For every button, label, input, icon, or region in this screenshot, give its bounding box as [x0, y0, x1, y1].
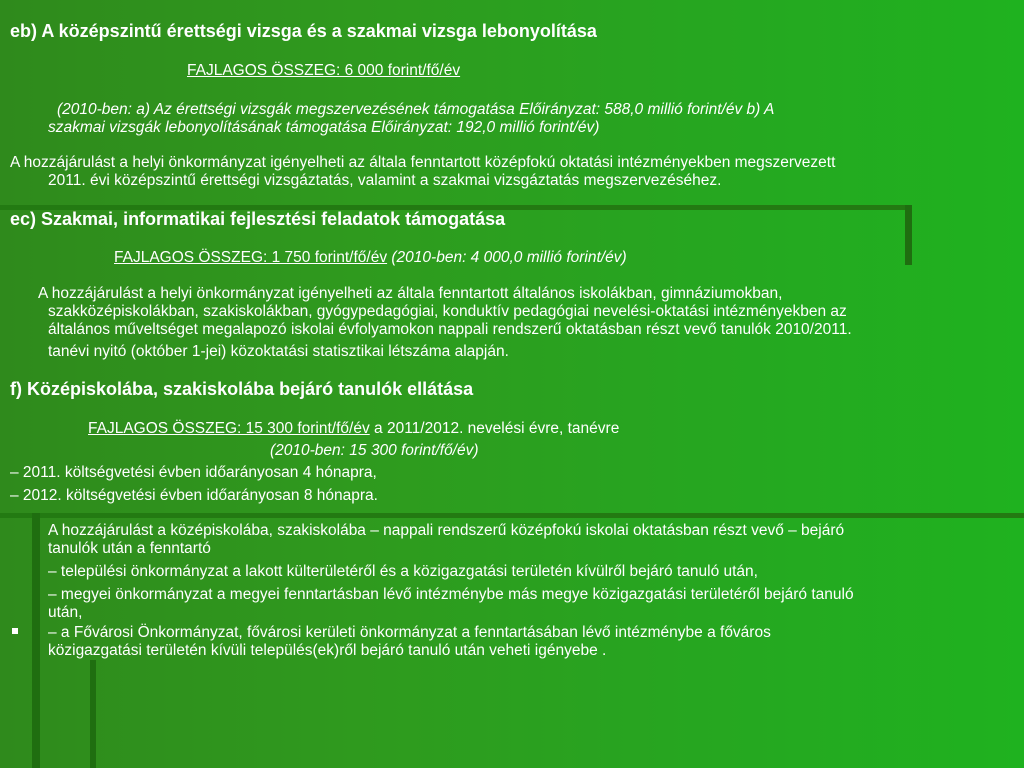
item-telepulesi: – települési önkormányzat a lakott külterületéről és a közigazgatási területén kívülről bejáró tanuló után, [48, 563, 758, 580]
amount-f: FAJLAGOS ÖSSZEG: 15 300 forint/fő/év [88, 420, 370, 437]
amount-f-row [88, 420, 619, 438]
heading-f: f) Középiskolába, szakiskolába bejáró tanulók ellátása [10, 379, 474, 399]
amount-ec-note: (2010-ben: 4 000,0 millió forint/év) [387, 249, 627, 266]
body-ec-line3: általános műveltséget megalapozó iskolai évfolyamokon nappali rendszerű oktatásban részt vevő tanulók 2010/2011. [48, 321, 852, 338]
amount-f-note: (2010-ben: 15 300 forint/fő/év) [270, 442, 479, 459]
period-2011: – 2011. költségvetési évben időarányosan 4 hónapra, [10, 464, 377, 481]
body-ec-line2: szakközépiskolákban, szakiskolákban, gyógypedagógiai, konduktív pedagógiai nevelési-oktatási intézményekben az [48, 303, 847, 320]
amount-ec: FAJLAGOS ÖSSZEG: 1 750 forint/fő/év [114, 249, 388, 266]
item-fovarosi-line2: közigazgatási területén kívüli település(ek)ről bejáró tanuló után veheti igényebe . [48, 642, 607, 659]
item-megyei-line1: – megyei önkormányzat a megyei fenntartásban lévő intézménybe más megye közigazgatási területéről bejáró tanuló [48, 586, 854, 603]
body-ec-line1: A hozzájárulást a helyi önkormányzat igényelheti az általa fenntartott általános iskolákban, gimnáziumokban, [38, 285, 783, 302]
square-bullet-icon [12, 628, 18, 634]
heading-eb: eb) A középszintű érettségi vizsga és a szakmai vizsga lebonyolítása [10, 21, 597, 41]
amount-eb: FAJLAGOS ÖSSZEG: 6 000 forint/fő/év [187, 62, 461, 79]
note-eb-line1: (2010-ben: a) Az érettségi vizsgák megszervezésének támogatása Előirányzat: 588,0 millió forint/év b) A [57, 101, 775, 118]
body-ec-line4: tanévi nyitó (október 1-jei) közoktatási statisztikai létszáma alapján. [48, 343, 509, 360]
amount-f-suffix: a 2011/2012. nevelési évre, tanévre [369, 420, 620, 437]
item-megyei-line2: után, [48, 604, 83, 621]
body-eb-line2: 2011. évi középszintű érettségi vizsgáztatás, valamint a szakmai vizsgáztatás megszervezéséhez. [48, 172, 722, 189]
period-2012: – 2012. költségvetési évben időarányosan 8 hónapra. [10, 487, 378, 504]
body-f-line1: A hozzájárulást a középiskolába, szakiskolába – nappali rendszerű középfokú iskolai oktatásban részt vevő – bejáró [48, 522, 845, 539]
body-f-line2: tanulók után a fenntartó [48, 540, 211, 557]
item-fovarosi-line1: – a Fővárosi Önkormányzat, fővárosi kerületi önkormányzat a fenntartásában lévő intézménybe a főváros [48, 624, 771, 641]
heading-ec: ec) Szakmai, informatikai fejlesztési feladatok támogatása [10, 209, 506, 229]
body-eb-line1: A hozzájárulást a helyi önkormányzat igényelheti az általa fenntartott középfokú oktatási intézményekben megszervezett [10, 154, 836, 171]
note-eb-line2: szakmai vizsgák lebonyolításának támogatása Előirányzat: 192,0 millió forint/év) [48, 119, 600, 136]
amount-ec-row [114, 249, 627, 267]
